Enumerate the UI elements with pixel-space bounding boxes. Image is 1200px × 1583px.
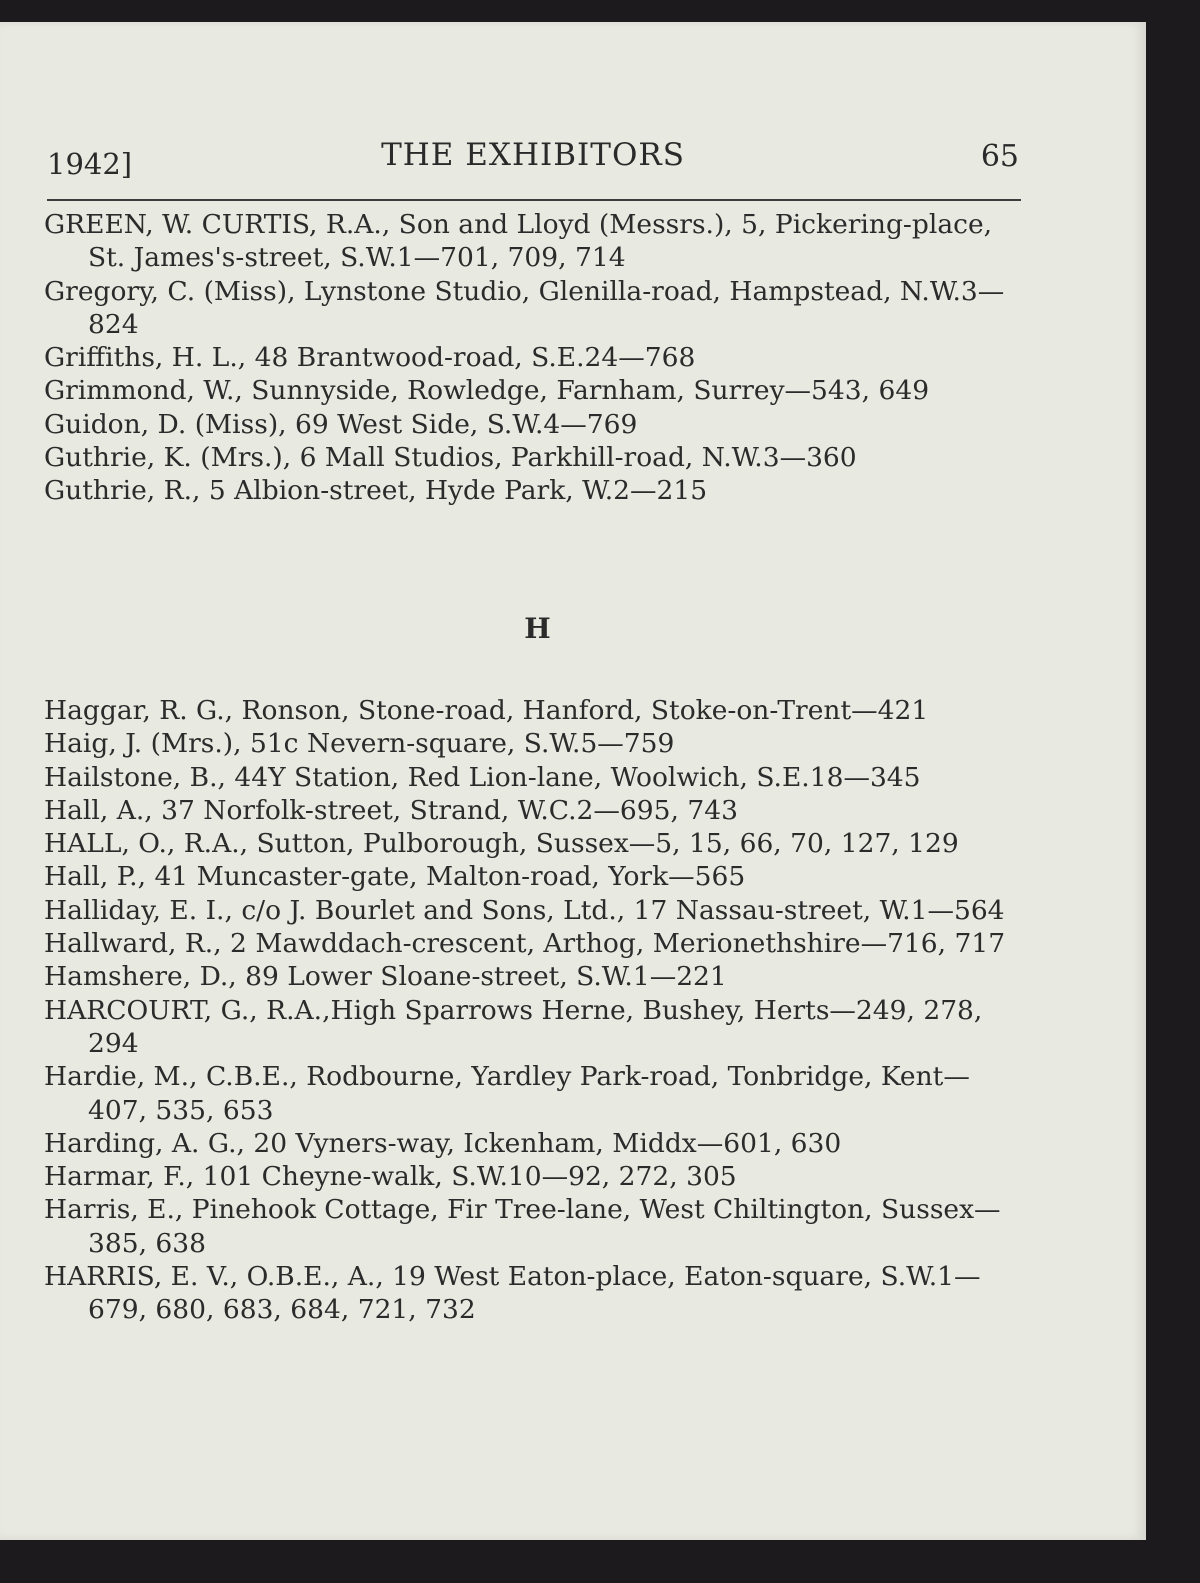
section-g-entries <box>44 208 1024 508</box>
entry-harding: Harding, A. G., 20 Vyners-way, Ickenham, Middx—601, 630 <box>44 1127 842 1159</box>
entry-guthrie-r: Guthrie, R., 5 Albion-street, Hyde Park, W.2—215 <box>44 475 708 507</box>
entry-grimmond: Grimmond, W., Sunnyside, Rowledge, Farnham, Surrey—543, 649 <box>44 375 930 407</box>
entry-hall-o: HALL, O., R.A., Sutton, Pulborough, Sussex—5, 15, 66, 70, 127, 129 <box>44 828 959 860</box>
running-header <box>47 117 1019 181</box>
entry-hamshere: Hamshere, D., 89 Lower Sloane-street, S.W.1—221 <box>44 961 727 993</box>
entry-guthrie-k: Guthrie, K. (Mrs.), 6 Mall Studios, Parkhill-road, N.W.3—360 <box>44 442 857 474</box>
entry-griffiths: Griffiths, H. L., 48 Brantwood-road, S.E.24—768 <box>44 342 696 374</box>
entry-harris-ev: HARRIS, E. V., O.B.E., A., 19 West Eaton-place, Eaton-square, S.W.1—679, 680, 683, 684, 721, 732 <box>44 1261 981 1326</box>
entry-hall-p: Hall, P., 41 Muncaster-gate, Malton-road, York—565 <box>44 861 746 893</box>
section-letter-h: H <box>524 612 551 645</box>
entry-hallward: Hallward, R., 2 Mawddach-crescent, Arthog, Merionethshire—716, 717 <box>44 928 1006 960</box>
header-title: THE EXHIBITORS <box>381 137 685 173</box>
entry-guidon: Guidon, D. (Miss), 69 West Side, S.W.4—769 <box>44 408 638 440</box>
entry-halliday: Halliday, E. I., c/o J. Bourlet and Sons, Ltd., 17 Nassau-street, W.1—564 <box>44 894 1005 926</box>
entry-hall-a: Hall, A., 37 Norfolk-street, Strand, W.C.2—695, 743 <box>44 794 738 826</box>
entry-harcourt: HARCOURT, G., R.A.,High Sparrows Herne, Bushey, Herts—249, 278, 294 <box>44 994 983 1059</box>
entry-gregory: Gregory, C. (Miss), Lynstone Studio, Glenilla-road, Hampstead, N.W.3—824 <box>44 275 1005 340</box>
entry-harmar: Harmar, F., 101 Cheyne-walk, S.W.10—92, 272, 305 <box>44 1161 737 1193</box>
entry-hardie: Hardie, M., C.B.E., Rodbourne, Yardley Park-road, Tonbridge, Kent—407, 535, 653 <box>44 1061 970 1126</box>
header-rule <box>47 199 1021 201</box>
header-year: 1942] <box>47 147 133 181</box>
section-h-entries <box>44 694 1024 1327</box>
entry-green: GREEN, W. CURTIS, R.A., Son and Lloyd (Messrs.), 5, Pickering-place, St. James's-street, S.W.1—701, 709, 714 <box>44 209 993 274</box>
entry-haggar: Haggar, R. G., Ronson, Stone-road, Hanford, Stoke-on-Trent—421 <box>44 695 929 726</box>
entry-hailstone: Hailstone, B., 44Y Station, Red Lion-lane, Woolwich, S.E.18—345 <box>44 761 921 793</box>
page-number: 65 <box>980 139 1019 174</box>
book-page <box>0 22 1146 1540</box>
entry-harris-e: Harris, E., Pinehook Cottage, Fir Tree-lane, West Chiltington, Sussex—385, 638 <box>44 1194 1001 1259</box>
entry-haig: Haig, J. (Mrs.), 51c Nevern-square, S.W.5—759 <box>44 728 675 760</box>
